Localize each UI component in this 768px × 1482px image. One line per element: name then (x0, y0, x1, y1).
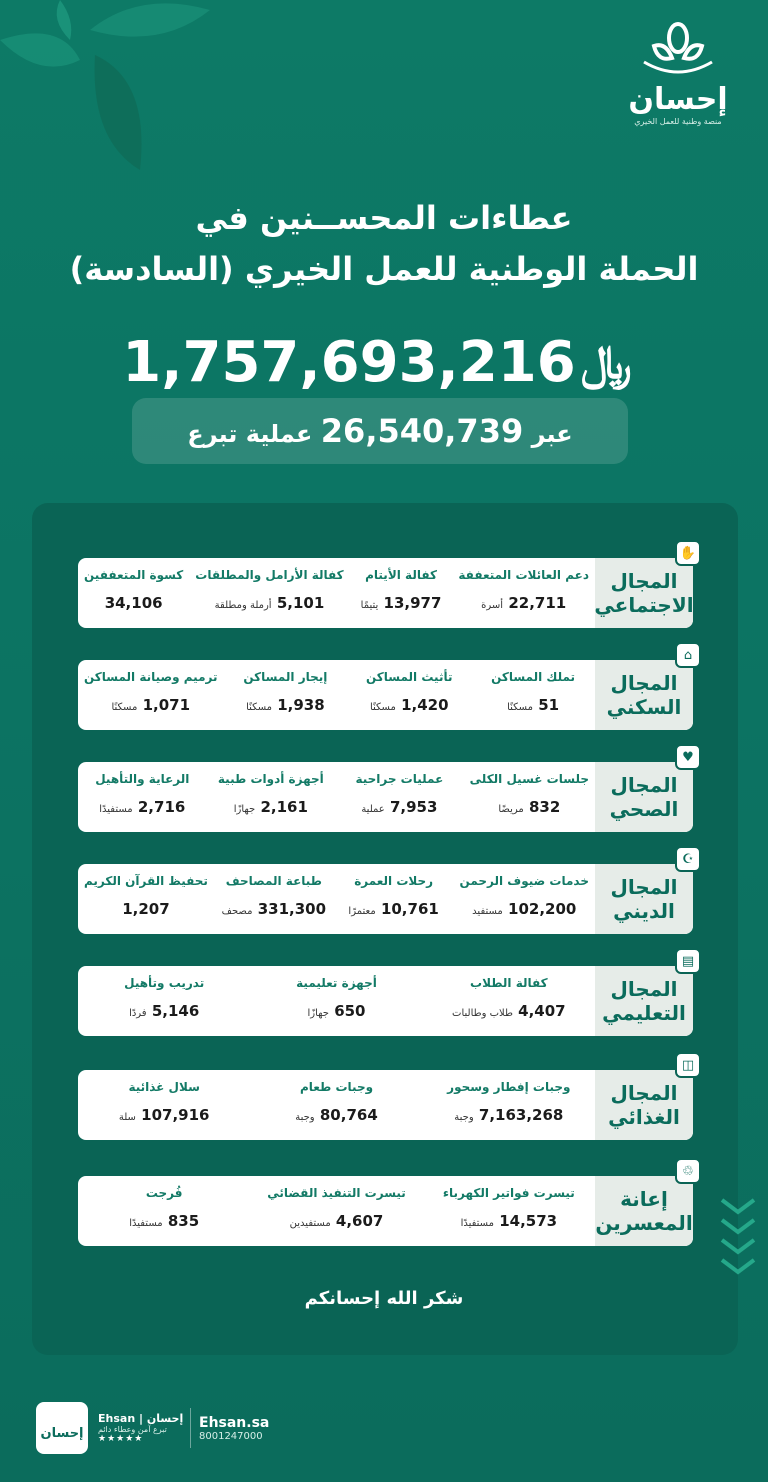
category-label-box (595, 864, 693, 934)
stat-value: 14,573 (499, 1212, 558, 1230)
stat-label: فُرجت (145, 1186, 183, 1200)
stat-value: 80,764 (319, 1106, 378, 1124)
stat-value-line (84, 1212, 244, 1230)
ehsan-logo-icon (640, 22, 716, 76)
leaf-decoration (0, 0, 220, 180)
footer-slogan: تبرع آمن وعطاء دائم (98, 1425, 167, 1434)
stat-value: 51 (538, 696, 560, 714)
stat-value-line (213, 798, 330, 816)
stat-value-line (84, 594, 183, 612)
chevron-down-icon (718, 1196, 758, 1278)
stat-value-line (256, 1212, 416, 1230)
stat-item (250, 1070, 422, 1140)
food-basket-icon: ◫ (675, 1052, 701, 1078)
stat-unit: جهازًا (233, 804, 256, 815)
stat-item (452, 558, 595, 628)
stat-unit: جهازًا (307, 1008, 329, 1019)
category-label-box (595, 558, 693, 628)
book-icon: ▤ (675, 948, 701, 974)
rating-stars: ★★★★★ (98, 1434, 144, 1444)
stat-item (78, 660, 223, 730)
stat-item (423, 966, 595, 1036)
stat-item (223, 660, 347, 730)
stat-label: دعم العائلات المتعففة (458, 568, 589, 582)
stat-value: 5,146 (151, 1002, 200, 1020)
ehsan-logo (628, 22, 728, 132)
stat-item (207, 762, 336, 832)
stat-item (334, 864, 454, 934)
stat-label: سلال غذائية (128, 1080, 200, 1094)
stat-value-line (429, 1106, 589, 1124)
stat-value-line (429, 1212, 589, 1230)
stat-item (454, 864, 595, 934)
stat-value-line (477, 696, 589, 714)
stat-unit: مسكنًا (111, 702, 138, 713)
stat-value: 107,916 (141, 1106, 210, 1124)
stat-label: أجهزة أدوات طبية (217, 772, 324, 786)
stat-unit: أرملة ومطلقة (214, 600, 272, 611)
category-items (78, 1070, 595, 1140)
stat-value: 2,716 (137, 798, 186, 816)
stat-unit: مستفيدًا (129, 1218, 163, 1229)
stat-value-line (84, 1106, 244, 1124)
category-items (78, 558, 595, 628)
stat-label: رحلات العمرة (354, 874, 434, 888)
category-row (78, 647, 693, 730)
footer (36, 1400, 269, 1456)
category-row (78, 851, 694, 934)
stat-label: كسوة المتعففين (84, 568, 184, 582)
stat-value-line (340, 900, 448, 918)
stat-item (423, 1070, 595, 1140)
riyal-currency-icon: ﷼ (580, 334, 632, 389)
stat-item (471, 660, 595, 730)
stat-value: 1,420 (401, 696, 449, 714)
stat-item (78, 762, 207, 832)
category-label-box (595, 762, 693, 832)
phone-number: 8001247000 (199, 1430, 263, 1442)
stat-unit: مسكنًا (507, 702, 533, 713)
stat-label: أجهزة تعليمية (296, 976, 377, 990)
stat-item (350, 558, 453, 628)
stat-label: ترميم وصيانة المساكن (84, 670, 218, 684)
stat-item (214, 864, 334, 934)
stat-item (250, 966, 422, 1036)
category-name: المجال الاجتماعي (594, 569, 694, 617)
operations-count-value: 26,540,739 (320, 412, 524, 450)
stat-unit: مصحف (221, 906, 253, 917)
stat-value: 13,977 (383, 594, 442, 612)
operations-prefix: عبر (531, 420, 573, 448)
stat-label: الرعاية والتأهيل (95, 772, 190, 786)
stat-value-line (229, 696, 341, 714)
stat-label: كفالة الطلاب (470, 976, 548, 990)
stat-value-line (356, 594, 447, 612)
stat-value-line (470, 798, 589, 816)
stat-label: تيسرت التنفيذ القضائي (267, 1186, 406, 1200)
stat-value-line (429, 1002, 589, 1020)
category-name: إعانة المعسرين (595, 1187, 693, 1235)
category-label-box (595, 1070, 693, 1140)
stat-value: 7,953 (389, 798, 438, 816)
stat-item (335, 762, 464, 832)
stat-value: 5,101 (276, 594, 325, 612)
stat-value-line (460, 900, 589, 918)
stat-unit: مسكنًا (246, 702, 272, 713)
footer-brand-line: Ehsan | إحسان (98, 1412, 184, 1425)
category-name: المجال الصحي (609, 773, 679, 821)
stat-unit: وجبة (295, 1112, 315, 1123)
mosque-icon: ☪ (675, 846, 701, 872)
stat-item (347, 660, 471, 730)
stat-label: عمليات جراحية (355, 772, 444, 786)
title-line-1: عطاءات المحســنين في (195, 199, 573, 237)
stat-value: 34,106 (104, 594, 163, 612)
stat-item (78, 864, 214, 934)
stat-label: كفالة الأرامل والمطلقات (195, 568, 344, 582)
stat-item (464, 762, 595, 832)
category-label-box (595, 1176, 693, 1246)
category-row (78, 749, 694, 832)
stat-label: تدريب وتأهيل (124, 976, 205, 990)
house-icon: ⌂ (675, 642, 701, 668)
stat-value-line (256, 1002, 416, 1020)
stat-label: وجبات إفطار وسحور (447, 1080, 571, 1094)
helping-hand-icon: ♲ (675, 1158, 701, 1184)
category-items (78, 864, 595, 934)
stat-label: خدمات ضيوف الرحمن (459, 874, 589, 888)
category-label-box (595, 966, 693, 1036)
stat-unit: وجبة (454, 1112, 474, 1123)
category-row (78, 1057, 695, 1140)
stat-unit: سلة (118, 1112, 136, 1123)
stat-value-line (353, 696, 465, 714)
stat-item (423, 1176, 595, 1246)
thanks-message: شكر الله إحسانكم (304, 1288, 464, 1309)
stat-unit: طلاب وطالبات (452, 1008, 513, 1019)
stat-unit: مستفيدين (289, 1218, 331, 1229)
stat-label: كفالة الأيتام (365, 568, 437, 582)
stat-value-line (84, 900, 208, 918)
category-name: المجال الغذائي (608, 1081, 680, 1129)
footer-divider (190, 1408, 191, 1448)
stat-value: 835 (167, 1212, 200, 1230)
stat-value: 22,711 (508, 594, 567, 612)
heart-pulse-icon: ♥ (675, 744, 701, 770)
stat-item (250, 1176, 422, 1246)
stat-item (78, 1070, 250, 1140)
total-amount-value: 1,757,693,216 (122, 330, 576, 395)
category-items (78, 1176, 595, 1246)
category-name: المجال الديني (610, 875, 678, 923)
stat-value: 331,300 (257, 900, 327, 918)
stat-label: وجبات طعام (299, 1080, 374, 1094)
category-label-box (595, 660, 693, 730)
stat-value-line (458, 594, 589, 612)
category-name: المجال السكني (606, 671, 682, 719)
stat-item (78, 966, 250, 1036)
stat-unit: أسرة (481, 600, 504, 611)
footer-brand (98, 1412, 188, 1444)
logo-brand: إحسان (628, 82, 728, 117)
stat-unit: مريضًا (498, 804, 524, 815)
stat-value: 1,938 (277, 696, 325, 714)
stat-value-line (84, 798, 201, 816)
stat-value: 650 (334, 1002, 366, 1020)
stat-value-line (341, 798, 458, 816)
category-row (78, 1163, 694, 1246)
category-items (78, 762, 595, 832)
stat-unit: مسكنًا (369, 702, 396, 713)
logo-tagline: منصة وطنية للعمل الخيري (634, 117, 722, 126)
stat-unit: يتيمًا (360, 600, 379, 611)
stat-value-line (84, 696, 217, 714)
stat-value: 7,163,268 (478, 1106, 564, 1124)
stat-item (78, 558, 189, 628)
stat-label: تملك المساكن (491, 670, 576, 684)
stat-label: تأثيث المساكن (366, 670, 453, 684)
stat-item (189, 558, 349, 628)
website-link[interactable]: Ehsan.sa (199, 1414, 270, 1431)
stat-value-line (256, 1106, 416, 1124)
hands-icon: ✋ (675, 540, 701, 566)
stat-unit: مستفيد (472, 906, 503, 917)
stat-value-line (220, 900, 328, 918)
total-amount (0, 330, 768, 395)
stat-value: 832 (528, 798, 561, 816)
stat-value-line (84, 1002, 244, 1020)
category-items (78, 660, 595, 730)
stat-label: إيجار المساكن (243, 670, 328, 684)
footer-contact (199, 1415, 269, 1442)
stat-label: جلسات غسيل الكلى (469, 772, 589, 786)
operations-suffix: عملية تبرع (187, 420, 313, 448)
stat-value: 102,200 (508, 900, 577, 918)
stat-label: تيسرت فواتير الكهرباء (442, 1186, 575, 1200)
page-title (0, 192, 768, 294)
category-row (78, 953, 695, 1036)
stat-value: 1,071 (142, 696, 191, 714)
stat-label: طباعة المصاحف (225, 874, 322, 888)
stat-unit: عملية (361, 804, 385, 815)
stat-value-line (195, 594, 343, 612)
app-icon: إحسان (36, 1402, 88, 1454)
title-line-2: الحملة الوطنية للعمل الخيري (السادسة) (69, 250, 699, 288)
stat-value: 4,607 (335, 1212, 384, 1230)
stat-value: 2,161 (260, 798, 308, 816)
category-row (78, 545, 697, 628)
stat-item (78, 1176, 250, 1246)
stat-unit: فردًا (129, 1008, 147, 1019)
operations-count (132, 398, 628, 464)
stat-value: 4,407 (518, 1002, 566, 1020)
stat-unit: مستفيدًا (460, 1218, 494, 1229)
category-items (78, 966, 595, 1036)
stat-value: 1,207 (122, 900, 170, 918)
stat-unit: مستفيدًا (99, 804, 133, 815)
category-name: المجال التعليمي (602, 977, 686, 1025)
stat-label: تحفيظ القرآن الكريم (83, 874, 208, 888)
stat-value: 10,761 (380, 900, 439, 918)
stat-unit: معتمرًا (348, 906, 376, 917)
